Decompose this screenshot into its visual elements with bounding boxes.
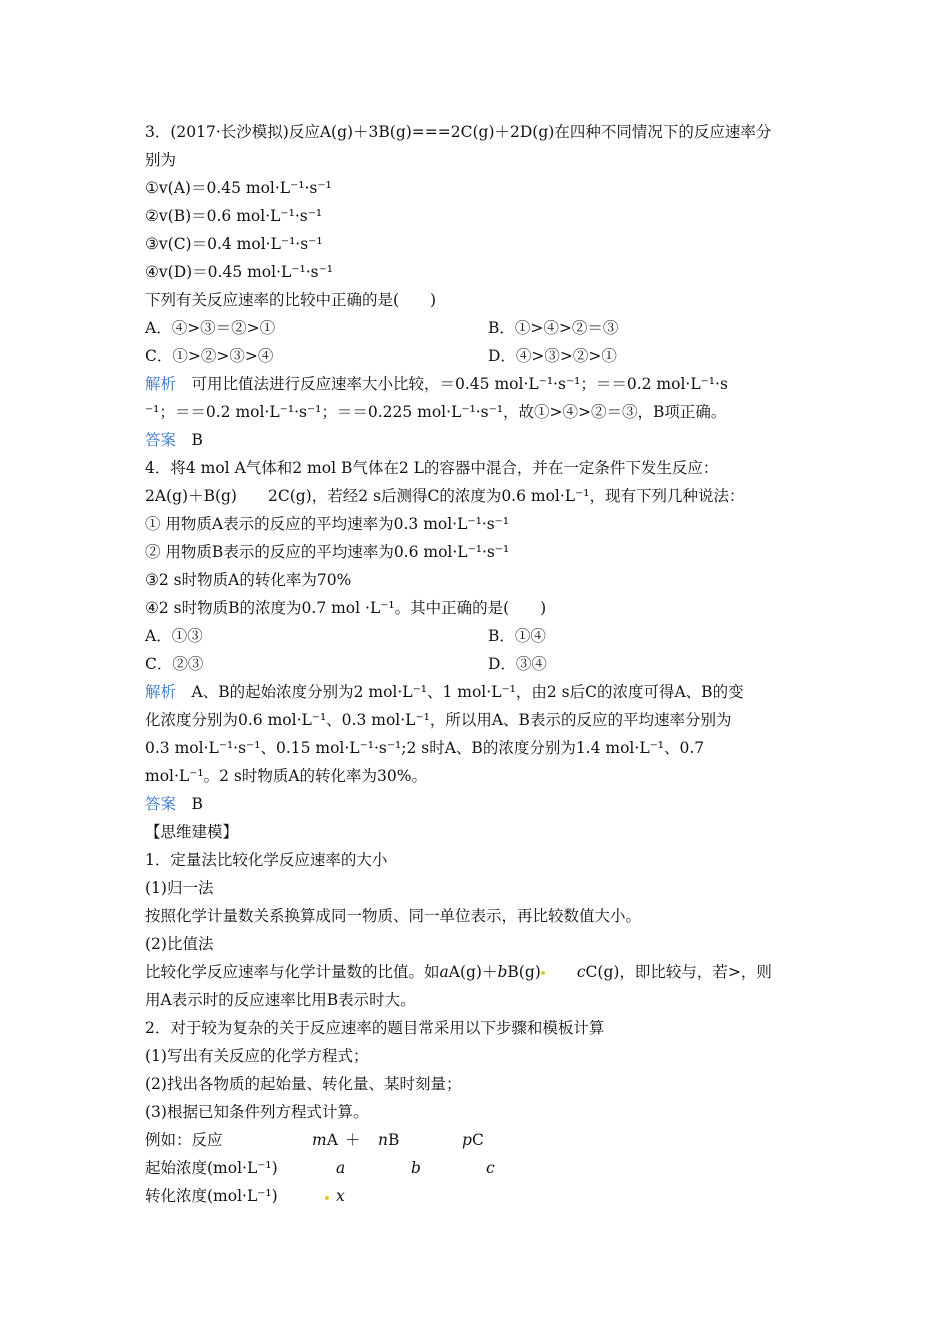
text-segment: B(g) — [507, 963, 541, 981]
q4-statement-1: ① 用物质A表示的反应的平均速率为0.3 mol·L⁻¹·s⁻¹ — [145, 515, 510, 533]
q3-condition-4: ④v(D)＝0.45 mol·L⁻¹·s⁻¹ — [145, 263, 333, 281]
q4-statement-3: ③2 s时物质A的转化率为70% — [145, 571, 352, 589]
model-method-2-text — [145, 958, 772, 986]
q3-stem-line2: 别为 — [145, 151, 177, 169]
model-point-2: 2．对于较为复杂的关于反应速率的题目常采用以下步骤和模板计算 — [145, 1019, 605, 1037]
model-method-2: (2)比值法 — [145, 935, 214, 953]
q3-stem-line1: 3．(2017·长沙模拟)反应A(g)＋3B(g)===2C(g)＋2D(g)在四种不同情况下的反应速率分 — [145, 123, 772, 141]
q4-stem-line1: 4．将4 mol A气体和2 mol B气体在2 L的容器中混合，并在一定条件下发生反应： — [145, 459, 719, 477]
initial-conc-c: c — [486, 1159, 495, 1177]
q3-analysis-line1 — [145, 370, 728, 398]
q3-option-d: D．④>③>②>① — [488, 347, 617, 365]
q3-condition-2: ②v(B)＝0.6 mol·L⁻¹·s⁻¹ — [145, 207, 323, 225]
model-step-1: (1)写出有关反应的化学方程式； — [145, 1047, 369, 1065]
q4-option-d: D．③④ — [488, 655, 547, 673]
species-c: C — [471, 1131, 484, 1149]
q3-analysis-line2: ⁻¹；＝＝0.2 mol·L⁻¹·s⁻¹；＝＝0.225 mol·L⁻¹·s⁻¹，故①>④>②＝③，B项正确。 — [145, 403, 727, 421]
q3-condition-1: ①v(A)＝0.45 mol·L⁻¹·s⁻¹ — [145, 179, 332, 197]
text-segment: C(g)，即比较与，若>，则 — [585, 963, 772, 981]
model-method-1-text: 按照化学计量数关系换算成同一物质、同一单位表示，再比较数值大小。 — [145, 907, 642, 925]
q3-answer-label: 答案 — [145, 431, 177, 449]
initial-conc-label: 起始浓度(mol·L⁻¹) — [145, 1159, 278, 1177]
text-segment: 比较化学反应速率与化学计量数的比值。如 — [145, 963, 440, 981]
text-segment: A(g)＋ — [448, 963, 498, 981]
reversible-arrow-placeholder — [541, 971, 545, 975]
q4-analysis-line3: 0.3 mol·L⁻¹·s⁻¹、0.15 mol·L⁻¹·s⁻¹;2 s时A、B的浓度分别为1.4 mol·L⁻¹、0.7 — [145, 739, 705, 757]
coef-m: m — [312, 1131, 327, 1149]
q3-analysis-label: 解析 — [145, 375, 177, 393]
example-reactant-a — [312, 1126, 338, 1154]
initial-conc-a: a — [336, 1159, 346, 1177]
q3-option-c: C．①>②>③>④ — [145, 347, 274, 365]
converted-conc-label: 转化浓度(mol·L⁻¹) — [145, 1187, 278, 1205]
q4-answer-label: 答案 — [145, 795, 177, 813]
q4-option-b: B．①④ — [488, 627, 546, 645]
q4-statement-2: ② 用物质B表示的反应的平均速率为0.6 mol·L⁻¹·s⁻¹ — [145, 543, 510, 561]
mark-dot — [325, 1196, 329, 1200]
q4-option-c: C．②③ — [145, 655, 204, 673]
coef-c: c — [576, 963, 586, 981]
coef-n: n — [378, 1131, 388, 1149]
model-method-2-text2: 用A表示时的反应速率比用B表示时大。 — [145, 991, 416, 1009]
q4-analysis-line4: mol·L⁻¹。2 s时物质A的转化率为30%。 — [145, 767, 427, 785]
example-label: 例如：反应 — [145, 1131, 223, 1149]
model-step-2: (2)找出各物质的起始量、转化量、某时刻量； — [145, 1075, 462, 1093]
coef-a: a — [439, 963, 449, 981]
q4-analysis-text1: A、B的起始浓度分别为2 mol·L⁻¹、1 mol·L⁻¹，由2 s后C的浓度可得A、B的变 — [176, 683, 744, 701]
model-method-1: (1)归一法 — [145, 879, 214, 897]
q4-analysis-line2: 化浓度分别为0.6 mol·L⁻¹、0.3 mol·L⁻¹，所以用A、B表示的反应的平均速率分别为 — [145, 711, 732, 729]
q3-answer-line — [145, 426, 203, 454]
q3-question: 下列有关反应速率的比较中正确的是( ) — [145, 291, 437, 309]
converted-conc-x: x — [336, 1187, 345, 1205]
example-reactant-b — [378, 1126, 399, 1154]
q4-answer-line — [145, 790, 203, 818]
q4-analysis-label: 解析 — [145, 683, 177, 701]
q3-answer-value: B — [176, 431, 203, 449]
example-product-c — [462, 1126, 484, 1154]
coef-b: b — [497, 963, 508, 981]
model-heading: 【思维建模】 — [145, 823, 239, 841]
q4-answer-value: B — [176, 795, 203, 813]
initial-conc-b: b — [411, 1159, 421, 1177]
model-point-1: 1．定量法比较化学反应速率的大小 — [145, 851, 388, 869]
example-plus: ＋ — [345, 1131, 361, 1149]
model-step-3: (3)根据已知条件列方程式计算。 — [145, 1103, 369, 1121]
coef-p: p — [462, 1131, 472, 1149]
q3-condition-3: ③v(C)＝0.4 mol·L⁻¹·s⁻¹ — [145, 235, 323, 253]
q4-analysis-line1 — [145, 678, 744, 706]
q4-option-a: A．①③ — [145, 627, 203, 645]
q3-option-a: A．④>③＝②>① — [145, 319, 276, 337]
species-b: B — [387, 1131, 400, 1149]
q3-analysis-text1: 可用比值法进行反应速率大小比较，＝0.45 mol·L⁻¹·s⁻¹；＝＝0.2 mol·L⁻¹·s — [176, 375, 728, 393]
q4-stem-line2: 2A(g)＋B(g) 2C(g)，若经2 s后测得C的浓度为0.6 mol·L⁻¹，现有下列几种说法： — [145, 487, 745, 505]
species-a: A — [326, 1131, 338, 1149]
q4-statement-4: ④2 s时物质B的浓度为0.7 mol ·L⁻¹。其中正确的是( ) — [145, 599, 547, 617]
q3-option-b: B．①>④>②＝③ — [488, 319, 619, 337]
